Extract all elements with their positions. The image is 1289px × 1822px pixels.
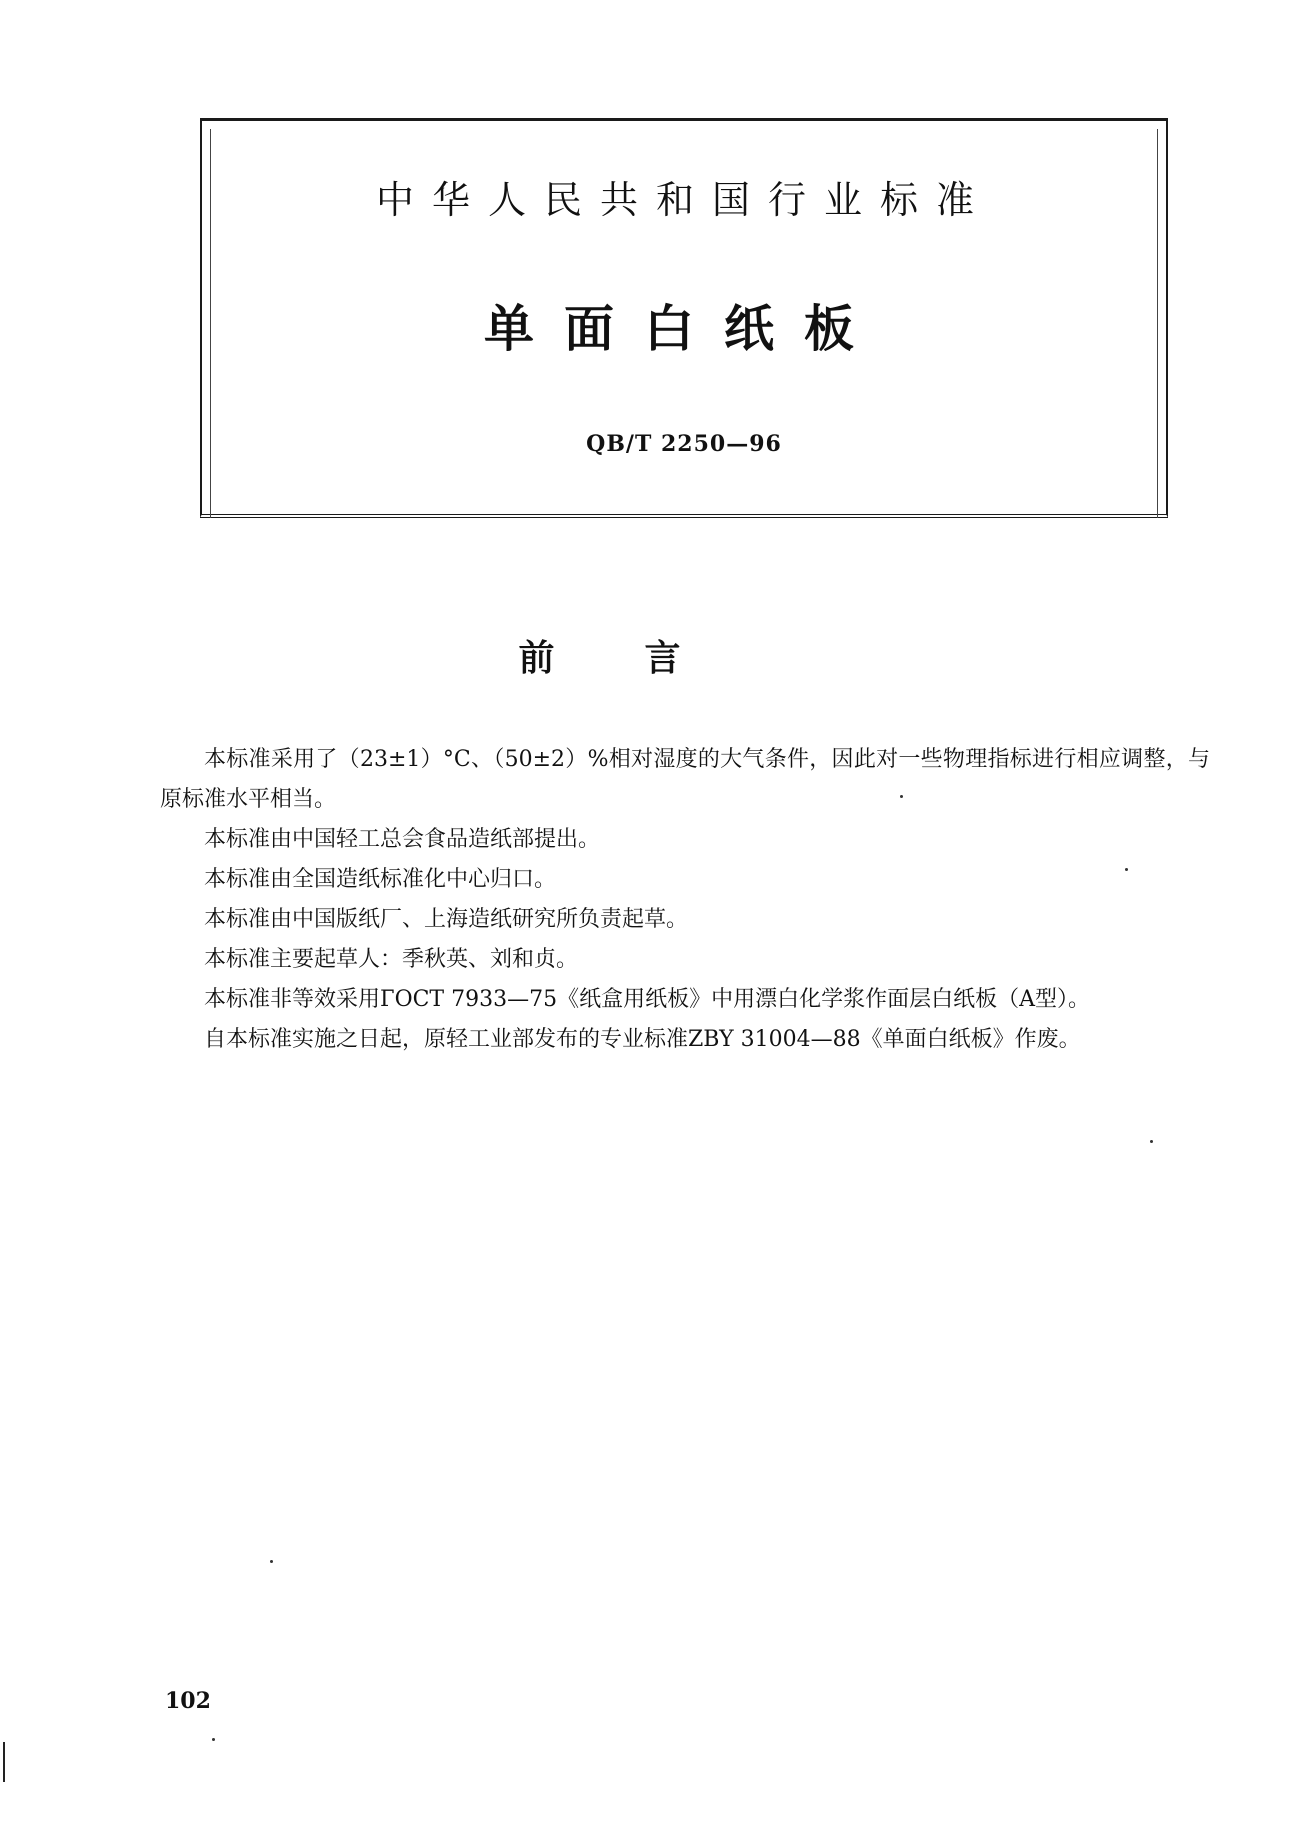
foreword-paragraph-drafting-units: 本标准由中国版纸厂、上海造纸研究所负责起草。: [204, 907, 689, 932]
foreword-paragraph-centralizer: 本标准由全国造纸标准化中心归口。: [204, 867, 557, 892]
standard-header-box: [200, 118, 1168, 518]
standard-code: QB/T 2250—96: [586, 431, 782, 457]
page-number: 102: [165, 1688, 211, 1714]
foreword-paragraph-reference-standard: 本标准非等效采用ГОСТ 7933—75《纸盒用纸板》中用漂白化学浆作面层白纸板（A型）。: [204, 987, 1090, 1012]
foreword-body: [160, 740, 1210, 1060]
scan-edge-mark: [3, 1742, 5, 1782]
scan-speck: [900, 795, 903, 798]
scan-speck: [270, 1560, 273, 1563]
foreword-paragraph-drafters: 本标准主要起草人：季秋英、刘和贞。: [204, 947, 579, 972]
standard-organization: 中华人民共和国行业标准: [375, 178, 992, 222]
foreword-paragraph-proposer: 本标准由中国轻工总会食品造纸部提出。: [204, 827, 601, 852]
foreword-paragraph-supersedes: 自本标准实施之日起，原轻工业部发布的专业标准ZBY 31004—88《单面白纸板》作废。: [204, 1027, 1081, 1052]
document-title: 单面白纸板: [484, 300, 884, 358]
foreword-heading: 前言: [518, 638, 771, 679]
scan-speck: [1150, 1140, 1153, 1143]
foreword-paragraph-conditions: 本标准采用了（23±1）°C、（50±2）%相对湿度的大气条件，因此对一些物理指标进行相应调整，与原标准水平相当。: [160, 747, 1210, 812]
scan-speck: [212, 1738, 215, 1741]
scan-speck: [1125, 868, 1128, 871]
